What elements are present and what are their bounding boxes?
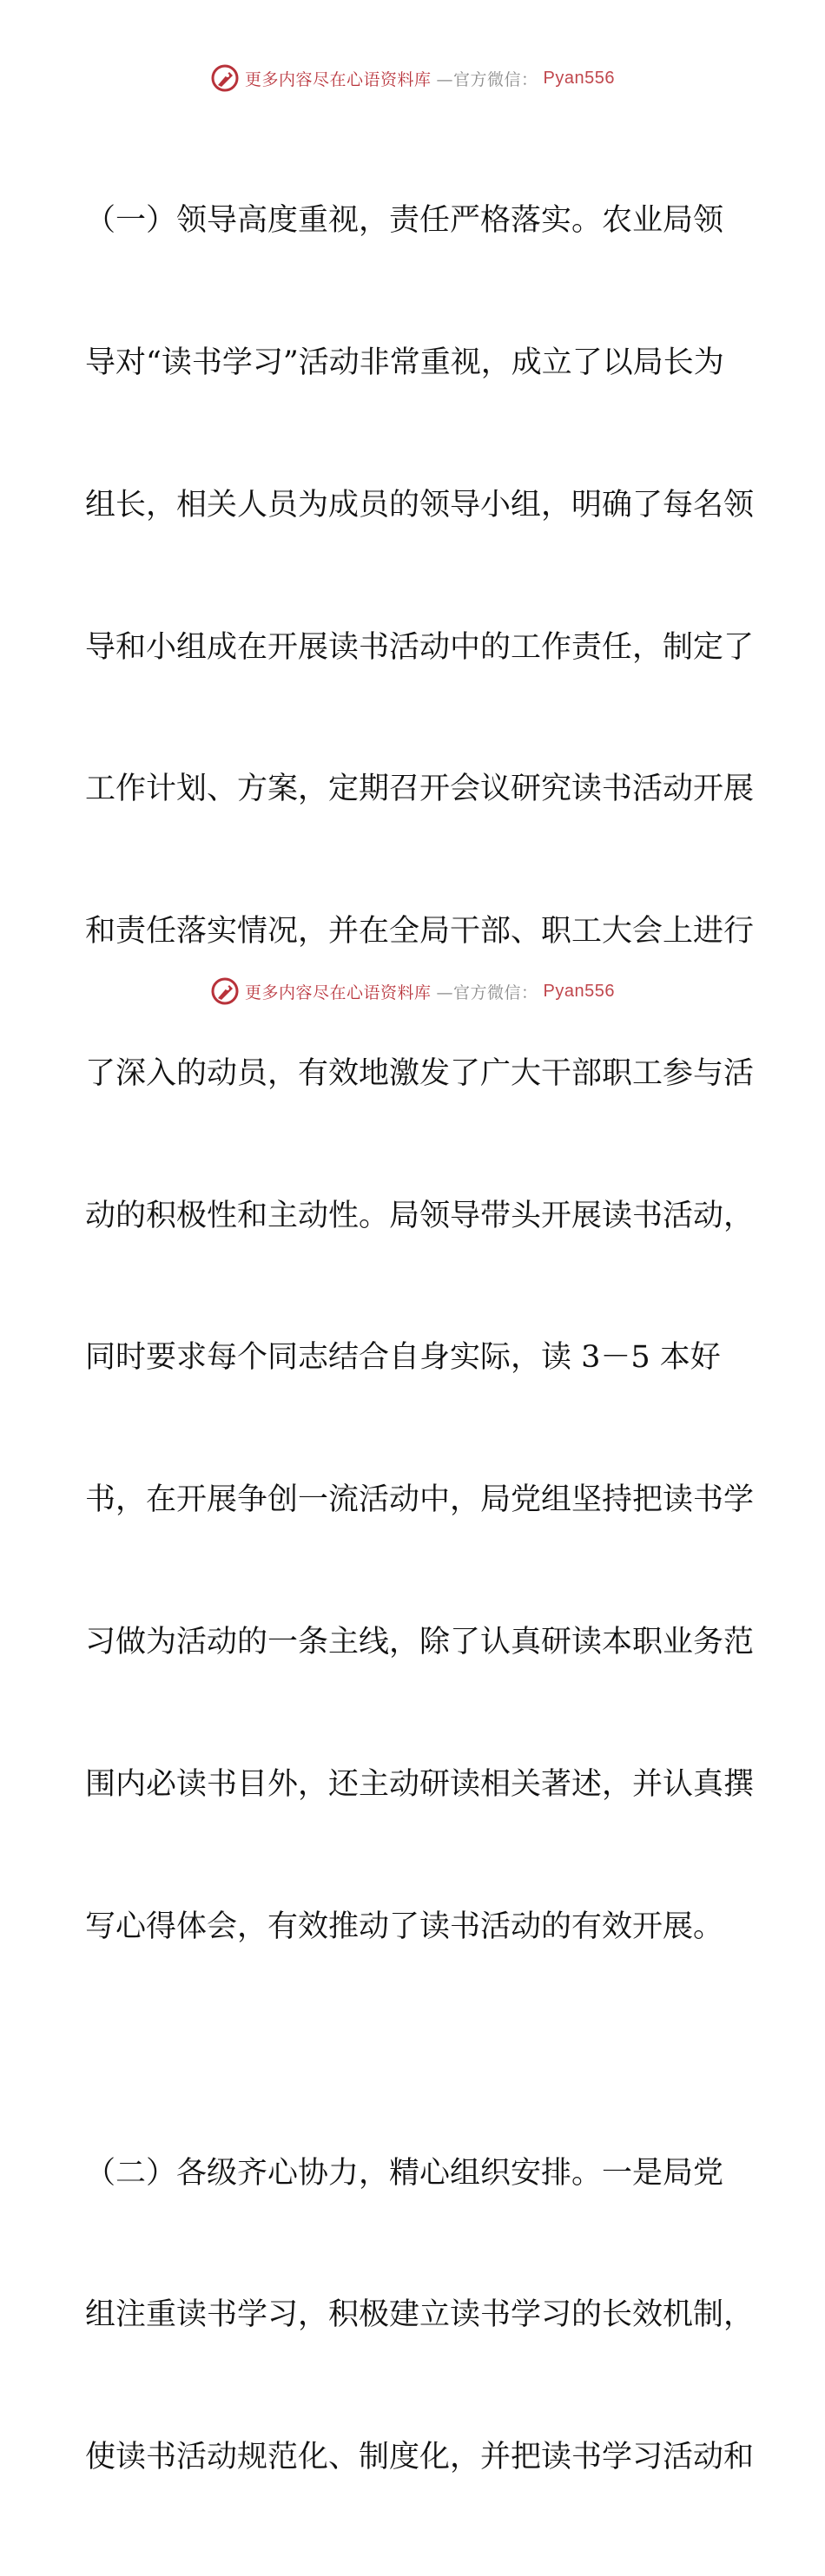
document-body (85, 102, 755, 2576)
watermark-brand: 更多内容尽在心语资料库 (245, 69, 432, 89)
watermark-separator: —官方微信： (436, 69, 538, 89)
text-line: 同时要求每个同志结合自身实际，读 3－5 本好 (85, 1340, 721, 1376)
paragraph-1 (85, 102, 755, 2045)
text-line: 书，在开展争创一流活动中，局党组坚持把读书学 (85, 1482, 755, 1518)
text-line: 组长，相关人员为成员的领导小组，明确了每名领 (85, 487, 755, 522)
text-line: 导对“读书学习”活动非常重视，成立了以局长为 (85, 345, 724, 380)
footer-watermark (0, 974, 825, 1009)
text-line: 组注重读书学习，积极建立读书学习的长效机制， (85, 2297, 755, 2333)
text-line: 导和小组成在开展读书活动中的工作责任，制定了 (85, 629, 755, 665)
watermark-wechat-id: Pyan556 (543, 68, 615, 88)
pen-nib-circle-icon (210, 976, 240, 1006)
text-line: 动的积极性和主动性。局领导带头开展读书活动， (85, 1198, 755, 1233)
header-watermark (0, 61, 825, 95)
text-line: （二）各级齐心协力，精心组织安排。一是局党 (85, 2155, 724, 2191)
text-line: 使读书活动规范化、制度化，并把读书学习活动和 (85, 2440, 755, 2475)
watermark-brand: 更多内容尽在心语资料库 (245, 982, 432, 1002)
text-line: 围内必读书目外，还主动研读相关著述，并认真撰 (85, 1766, 755, 1802)
text-line: 工作计划、方案，定期召开会议研究读书活动开展 (85, 772, 755, 807)
text-line: 写心得体会，有效推动了读书活动的有效开展。 (85, 1909, 724, 1944)
paragraph-2 (85, 2054, 755, 2576)
text-line: 和责任落实情况，并在全局干部、职工大会上进行 (85, 914, 755, 950)
text-line: （一）领导高度重视，责任严格落实。农业局领 (85, 203, 724, 239)
watermark-wechat-id: Pyan556 (543, 981, 615, 1001)
text-line: 了深入的动员，有效地激发了广大干部职工参与活 (85, 1055, 755, 1091)
pen-nib-circle-icon (210, 63, 240, 93)
watermark-separator: —官方微信： (436, 982, 538, 1002)
text-line: 习做为活动的一条主线，除了认真研读本职业务范 (85, 1625, 755, 1659)
